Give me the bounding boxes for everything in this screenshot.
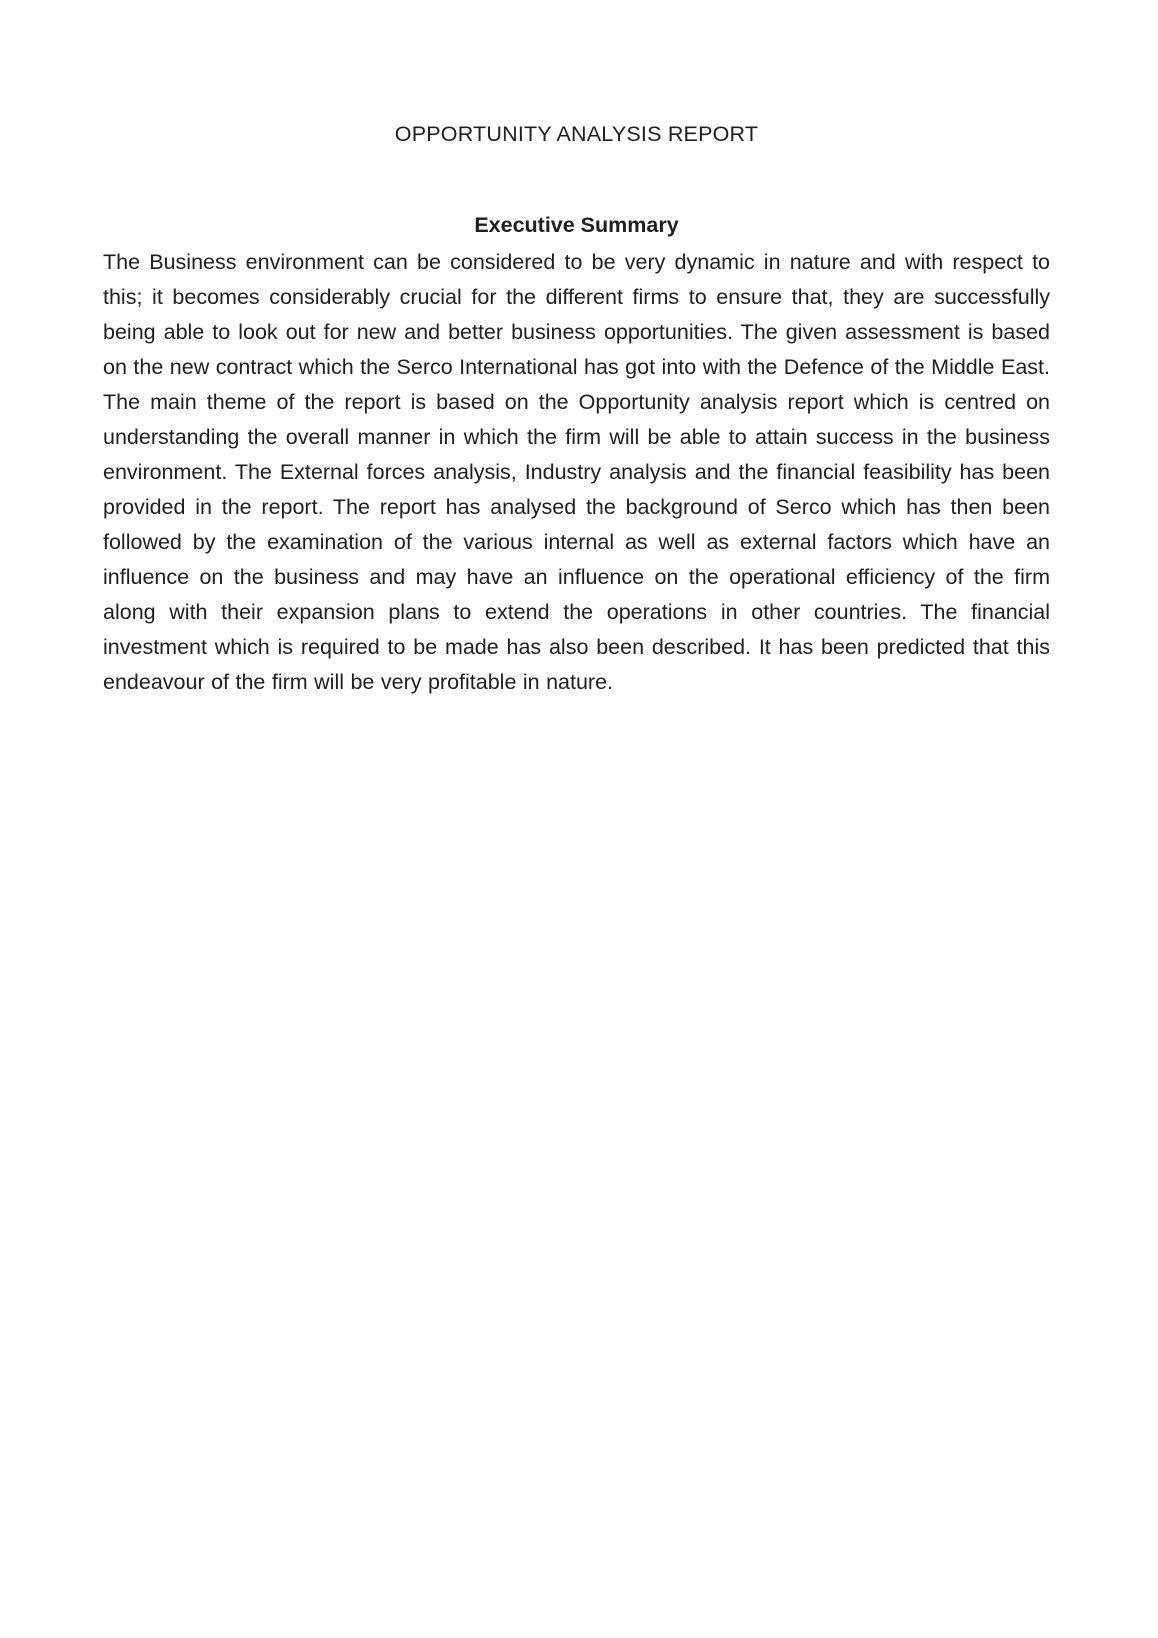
section-heading-executive-summary: Executive Summary	[474, 213, 679, 237]
document-title: OPPORTUNITY ANALYSIS REPORT	[394, 122, 759, 146]
executive-summary-paragraph: The Business environment can be considered to be very dynamic in nature and with respect to this; it becomes considerably crucial for the different firms to ensure that, they are successfully being able to look out for new and better business opportunities. The given assessment is based on the new contract which the Serco International has got into with the Defence of the Middle East. The main theme of the report is based on the Opportunity analysis report which is centred on understanding the overall manner in which the firm will be able to attain success in the business environment. The External forces analysis, Industry analysis and the financial feasibility has been provided in the report. The report has analysed the background of Serco which has then been followed by the examination of the various internal as well as external factors which have an influence on the business and may have an influence on the operational efficiency of the firm along with their expansion plans to extend the operations in other countries. The financial investment which is required to be made has also been described. It has been predicted that this endeavour of the firm will be very profitable in nature.	[103, 250, 1050, 694]
